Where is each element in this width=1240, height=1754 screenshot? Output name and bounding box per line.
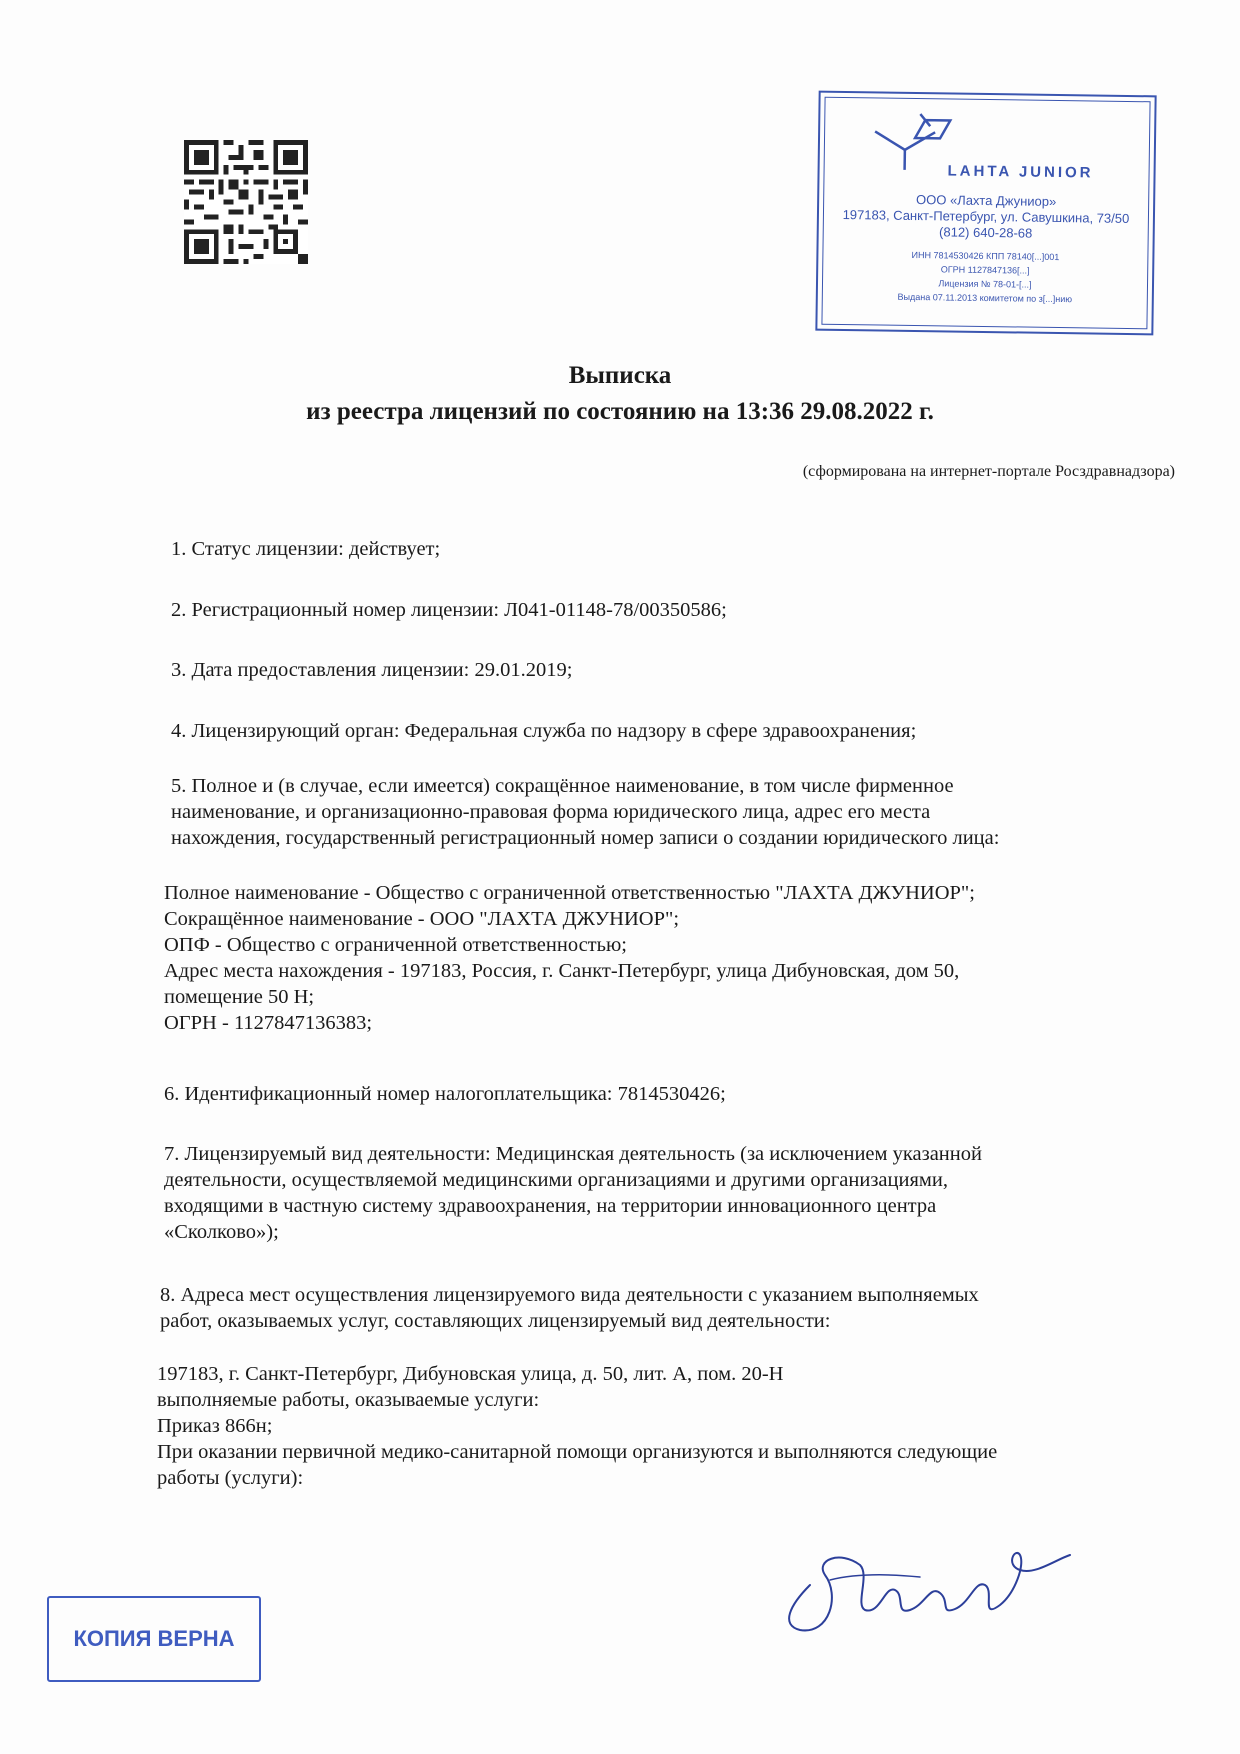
text-line: работ, оказываемых услуг, составляющих лицензируемый вид деятельности:: [160, 1310, 831, 1332]
item-legal-entity-heading: [171, 773, 999, 851]
text-line: Полное наименование - Общество с ограниченной ответственностью "ЛАХТА ДЖУНИОР";: [164, 882, 975, 904]
text-line: наименование, и организационно-правовая форма юридического лица, адрес его места: [171, 801, 931, 823]
organization-details: [164, 880, 975, 1036]
text-line: 7. Лицензируемый вид деятельности: Медицинская деятельность (за исключением указанной: [164, 1143, 982, 1165]
stamp-ogrn: ОГРН 1127847136[...]: [940, 264, 1030, 276]
text-line: 197183, г. Санкт-Петербург, Дибуновская улица, д. 50, лит. А, пом. 20-Н: [157, 1363, 784, 1385]
text-line: помещение 50 Н;: [164, 986, 315, 1008]
stamp-phone: (812) 640-28-68: [939, 224, 1033, 241]
item-activity-type: [164, 1141, 982, 1245]
text-line: Адрес места нахождения - 197183, Россия, г. Санкт-Петербург, улица Дибуновская, дом 50,: [164, 960, 960, 982]
qr-code: [184, 140, 308, 264]
stamp-license: Лицензия № 78-01-[...]: [938, 278, 1032, 290]
source-note: (сформирована на интернет-портале Росздравнадзора): [802, 463, 1175, 480]
text-line: 8. Адреса мест осуществления лицензируемого вида деятельности с указанием выполняемых: [160, 1284, 979, 1306]
text-line: ОГРН - 1127847136383;: [164, 1012, 373, 1034]
text-line: входящими в частную систему здравоохранения, на территории инновационного центра: [164, 1195, 937, 1217]
document-subtitle: из реестра лицензий по состоянию на 13:36 29.08.2022 г.: [306, 398, 934, 425]
stamp-address: 197183, Санкт-Петербург, ул. Савушкина, 73/50: [842, 206, 1130, 227]
stamp-issued: Выдана 07.11.2013 комитетом по з[...]нию: [897, 291, 1073, 305]
text-line: работы (услуги):: [157, 1467, 304, 1489]
stamp-company-name: ООО «Лахта Джуниор»: [915, 192, 1057, 209]
document-title: Выписка: [568, 362, 672, 389]
text-line: Приказ 866н;: [157, 1415, 273, 1437]
address-services-block: [157, 1361, 997, 1491]
text-line: «Сколково»);: [164, 1221, 279, 1243]
copy-stamp-label: КОПИЯ ВЕРНА: [73, 1626, 235, 1651]
text-line: 5. Полное и (в случае, если имеется) сокращённое наименование, в том числе фирменное: [171, 775, 954, 797]
text-line: ОПФ - Общество с ограниченной ответственностью;: [164, 934, 627, 956]
item-activity-addresses: [160, 1282, 979, 1334]
text-line: При оказании первичной медико-санитарной помощи организуются и выполняются следующие: [157, 1441, 998, 1463]
text-line: деятельности, осуществляемой медицинскими организациями и другими организациями,: [164, 1169, 948, 1191]
item-issue-date: 3. Дата предоставления лицензии: 29.01.2019;: [171, 659, 573, 681]
text-line: нахождения, государственный регистрационный номер записи о создании юридического лица:: [171, 827, 1000, 849]
company-stamp: [815, 91, 1156, 336]
signature: [770, 1525, 1090, 1640]
stamp-inn: ИНН 7814530426 КПП 78140[...]001: [911, 249, 1060, 263]
text-line: выполняемые работы, оказываемые услуги:: [157, 1389, 540, 1411]
text-line: Сокращённое наименование - ООО "ЛАХТА ДЖУНИОР";: [164, 908, 680, 930]
copy-certified-stamp: [47, 1596, 261, 1682]
item-license-status: 1. Статус лицензии: действует;: [171, 538, 441, 560]
stamp-brand: LAHTA JUNIOR: [947, 162, 1094, 182]
item-taxpayer-id: 6. Идентификационный номер налогоплательщика: 7814530426;: [164, 1083, 726, 1105]
item-registration-number: 2. Регистрационный номер лицензии: Л041-01148-78/00350586;: [171, 599, 727, 621]
item-licensing-authority: 4. Лицензирующий орган: Федеральная служба по надзору в сфере здравоохранения;: [171, 720, 917, 742]
